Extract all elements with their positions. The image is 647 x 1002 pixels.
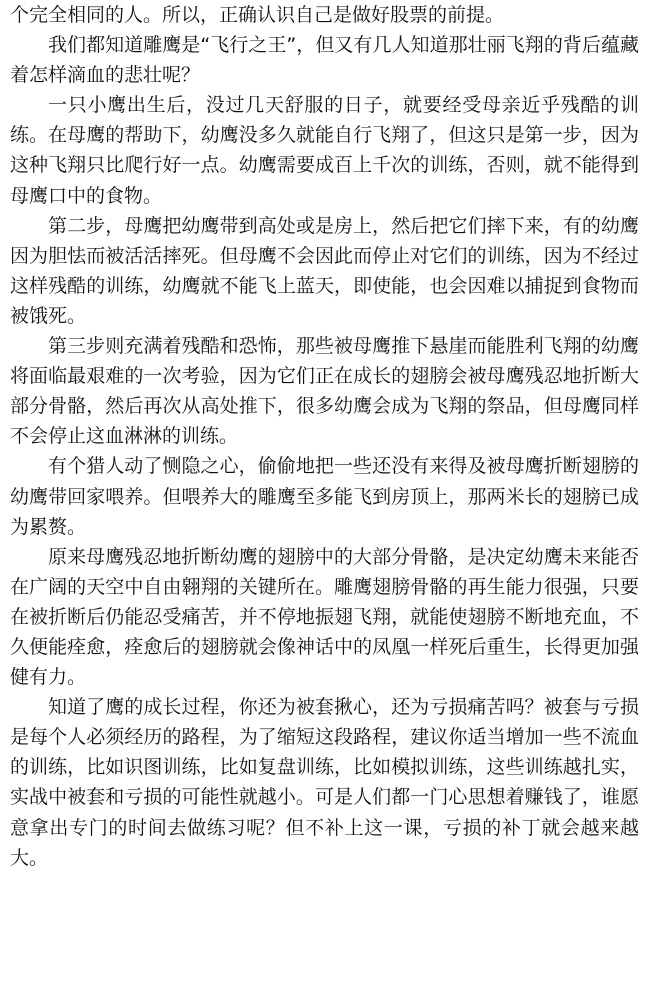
paragraph-third-step: 第三步则充满着残酷和恐怖，那些被母鹰推下悬崖而能胜利飞翔的幼鹰将面临最艰难的一次考验，因为它们正在成长的翅膀会被母鹰残忍地折断大部分骨骼，然后再次从高处推下，很多幼鹰会成为飞翔的祭品，但母鹰同样不会停止这血淋淋的训练。 bbox=[10, 335, 639, 448]
paragraph-conclusion: 知道了鹰的成长过程，你还为被套揪心，还为亏损痛苦吗？被套与亏损是每个人必须经历的路程，为了缩短这段路程，建议你适当增加一些不流血的训练，比如识图训练，比如复盘训练，比如模拟训练，这些训练越扎实，实战中被套和亏损的可能性就越小。可是人们都一门心思想着赚钱了，谁愿意拿出专门的时间去做练习呢？但不补上这一课，亏损的补丁就会越来越大。 bbox=[10, 696, 639, 869]
paragraph-eagle-intro: 我们都知道雕鹰是“飞行之王”，但又有几人知道那壮丽飞翔的背后蕴藏着怎样滴血的悲壮呢？ bbox=[10, 34, 639, 87]
paragraph-first-training: 一只小鹰出生后，没过几天舒服的日子，就要经受母亲近乎残酷的训练。在母鹰的帮助下，幼鹰没多久就能自行飞翔了，但这只是第一步，因为这种飞翔只比爬行好一点。幼鹰需要成百上千次的训练，否则，就不能得到母鹰口中的食物。 bbox=[10, 94, 639, 207]
paragraph-wing-regrowth: 原来母鹰残忍地折断幼鹰的翅膀中的大部分骨骼，是决定幼鹰未来能否在广阔的天空中自由翱翔的关键所在。雕鹰翅膀骨骼的再生能力很强，只要在被折断后仍能忍受痛苦，并不停地振翅飞翔，就能使翅膀不断地充血，不久便能痊愈，痊愈后的翅膀就会像神话中的凤凰一样死后重生，长得更加强健有力。 bbox=[10, 545, 639, 689]
paragraph-hunter: 有个猎人动了恻隐之心，偷偷地把一些还没有来得及被母鹰折断翅膀的幼鹰带回家喂养。但喂养大的雕鹰至多能飞到房顶上，那两米长的翅膀已成为累赘。 bbox=[10, 455, 639, 538]
paragraph-continuation: 个完全相同的人。所以，正确认识自己是做好股票的前提。 bbox=[10, 4, 505, 26]
paragraph-second-step: 第二步，母鹰把幼鹰带到高处或是房上，然后把它们摔下来，有的幼鹰因为胆怯而被活活摔死。但母鹰不会因此而停止对它们的训练，因为不经过这样残酷的训练，幼鹰就不能飞上蓝天，即使能，也会因难以捕捉到食物而被饿死。 bbox=[10, 214, 639, 327]
